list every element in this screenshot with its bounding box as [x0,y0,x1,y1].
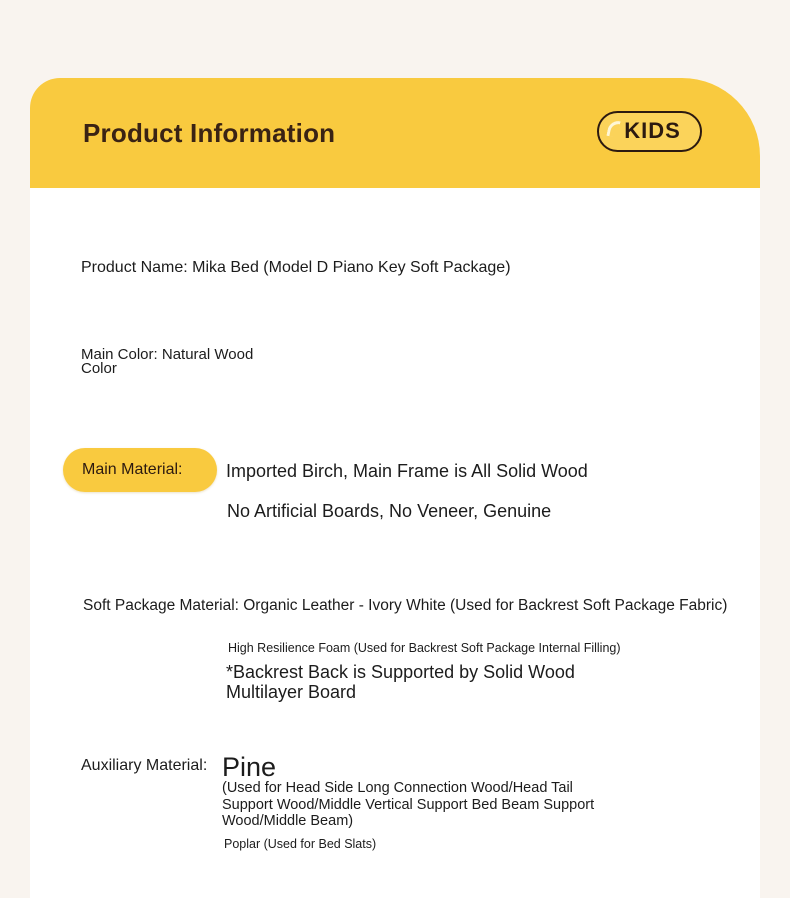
product-name-text: Product Name: Mika Bed (Model D Piano Key Soft Package) [81,259,511,276]
backrest-note: *Backrest Back is Supported by Solid Wood Multilayer Board [226,662,575,702]
pine-text: Pine [222,752,277,782]
main-material-line-1: Imported Birch, Main Frame is All Solid Wood [226,461,588,481]
foam-text: High Resilience Foam (Used for Backrest Soft Package Internal Filling) [228,641,621,655]
soft-package-text: Soft Package Material: Organic Leather - Ivory White (Used for Backrest Soft Package Fabric) [83,597,728,614]
pine-detail-text: (Used for Head Side Long Connection Wood/Head Tail Support Wood/Middle Vertical Support Bed Beam Support Wood/Middle Beam) [222,780,595,829]
kids-badge-label: KIDS [624,118,681,143]
page-title: Product Information [83,118,336,148]
auxiliary-material-label: Auxiliary Material: [81,757,208,774]
poplar-text: Poplar (Used for Bed Slats) [224,837,377,851]
main-material-line-2: No Artificial Boards, No Veneer, Genuine [227,501,552,521]
kids-badge [597,111,702,152]
card-header [30,78,760,188]
main-material-label: Main Material: [82,461,183,478]
main-material-pill [63,448,217,492]
main-color-text: Main Color: Natural Wood Color [81,346,254,377]
